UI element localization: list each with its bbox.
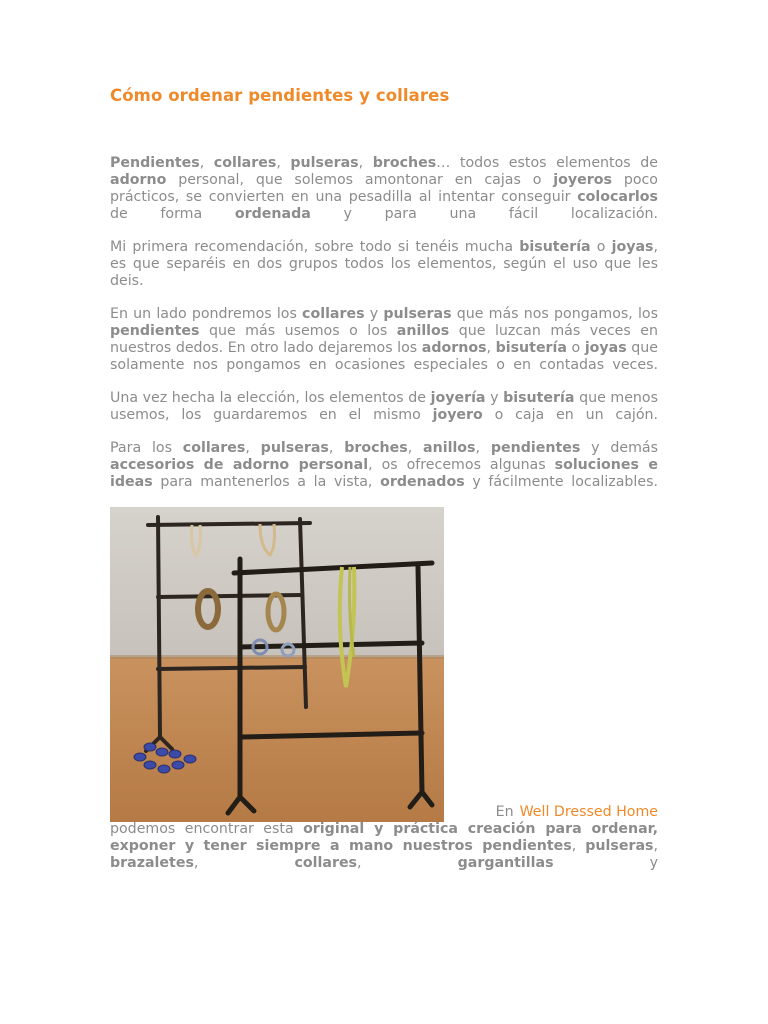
text-run: , (276, 155, 291, 171)
text-run: … todos estos elementos de (436, 155, 658, 171)
page-title: Cómo ordenar pendientes y collares (110, 86, 450, 105)
bold-text: joyas (584, 340, 627, 356)
text-run: , (328, 440, 345, 456)
bold-text: original y práctica creación para ordenar, exponer y tener siempre a mano nuestros pendientes (110, 821, 658, 854)
bold-text: pendientes (110, 323, 200, 339)
bold-text: ordenados (380, 474, 465, 490)
bold-text: ordenada (234, 206, 311, 222)
bold-text: collares (182, 440, 246, 456)
text-run: y demás (580, 440, 659, 456)
text-run: de forma (110, 206, 235, 222)
text-run: y (485, 390, 504, 406)
text-run: o caja en un cajón. (482, 407, 659, 423)
bold-text: anillos (396, 323, 450, 339)
bold-text: pulseras (290, 155, 359, 171)
text-run: Mi primera recomendación, sobre todo si tenéis mucha (110, 239, 520, 255)
bold-text: joyeros (553, 172, 612, 188)
bold-text: joyería (430, 390, 486, 406)
bold-text: bisutería (503, 390, 575, 406)
text-run: En un lado pondremos los (110, 306, 303, 322)
text-run: , (571, 838, 586, 854)
bold-text: joyas (611, 239, 654, 255)
bold-text: adornos (421, 340, 487, 356)
bold-text: bisutería (519, 239, 591, 255)
text-run: , (475, 440, 491, 456)
text-run: podemos encontrar esta (110, 821, 304, 837)
text-run: y para una fácil localización. (310, 206, 658, 222)
bold-text: Pendientes (110, 155, 200, 171)
bold-text: brazaletes (110, 855, 194, 871)
bold-text: joyero (432, 407, 483, 423)
text-run: personal, que solemos amontonar en cajas o (166, 172, 554, 188)
text-run: o (590, 239, 612, 255)
text-run: , (358, 155, 373, 171)
text-run: que menos usemos, los guardaremos en el mismo (110, 390, 658, 423)
text-run: , (357, 855, 458, 871)
paragraph (110, 306, 658, 374)
text-run: que más nos pongamos, los (451, 306, 658, 322)
text-run: Para los (110, 440, 183, 456)
text-run: y fácilmente localizables. (464, 474, 658, 490)
paragraph (110, 390, 658, 424)
text-run: que más usemos o los (199, 323, 397, 339)
bold-text: pendientes (490, 440, 581, 456)
text-run: Una vez hecha la elección, los elementos de (110, 390, 431, 406)
article-body (110, 155, 658, 872)
bold-text: bisutería (495, 340, 567, 356)
text-run: o (567, 340, 585, 356)
text-run: poco prácticos, se convierten en una pesadilla al intentar conseguir (110, 172, 658, 205)
well-dressed-home-link[interactable]: Well Dressed Home (519, 804, 658, 820)
text-run: , (245, 440, 261, 456)
bold-text: gargantillas (457, 855, 554, 871)
bold-text: pulseras (585, 838, 654, 854)
bold-text: pulseras (260, 440, 329, 456)
caption-prefix: En (495, 804, 514, 820)
text-run: que luzcan más veces en nuestros dedos. En otro lado dejaremos los (110, 323, 658, 356)
bold-text: pulseras (383, 306, 452, 322)
bold-text: soluciones e ideas (110, 457, 658, 490)
bold-text: broches (372, 155, 437, 171)
bold-text: adorno (110, 172, 167, 188)
bold-text: collares (302, 306, 365, 322)
text-run: , (653, 838, 658, 854)
bold-text: collares (213, 155, 277, 171)
paragraph (110, 440, 658, 491)
text-run: , os ofrecemos algunas (368, 457, 555, 473)
jewelry-stand-photo (110, 507, 444, 822)
bold-text: accesorios de adorno personal (110, 457, 369, 473)
text-run: , (486, 340, 496, 356)
bold-text: anillos (423, 440, 476, 456)
bold-text: collares (294, 855, 358, 871)
paragraph (110, 239, 658, 290)
bold-text: colocarlos (577, 189, 658, 205)
bold-text: broches (344, 440, 408, 456)
text-run: que solamente nos pongamos en ocasiones especiales o en contadas veces. (110, 340, 658, 373)
text-run: , (407, 440, 424, 456)
caption-body (110, 821, 658, 871)
text-run: y (364, 306, 384, 322)
text-run: , es que separéis en dos grupos todos los elementos, según el uso que les deis. (110, 239, 658, 289)
figure (110, 507, 658, 872)
text-run: para mantenerlos a la vista, (152, 474, 381, 490)
text-run: y (553, 855, 658, 871)
text-run: , (199, 155, 214, 171)
text-run: , (193, 855, 295, 871)
paragraph (110, 155, 658, 223)
